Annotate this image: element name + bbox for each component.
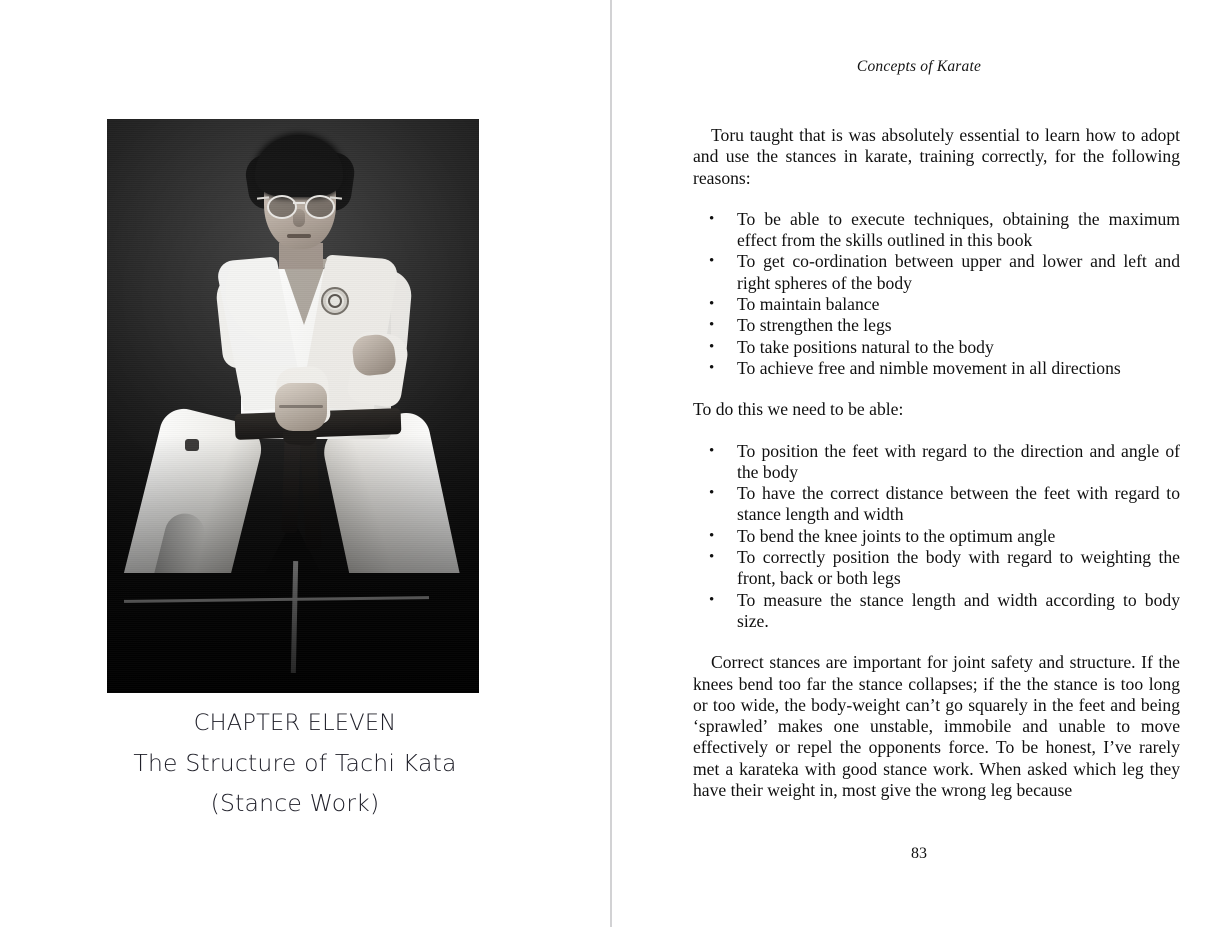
figure-caption <box>40 703 550 823</box>
list-item: • To maintain balance <box>693 294 1180 315</box>
list-item: • To strengthen the legs <box>693 315 1180 336</box>
photo-content <box>107 119 479 693</box>
intro-paragraph: Toru taught that is was absolutely essential to learn how to adopt and use the stances in karate, training correctly, for the following reasons: <box>693 125 1180 188</box>
list-item: • To take positions natural to the body <box>693 337 1180 358</box>
left-page <box>0 0 610 927</box>
list-item: • To have the correct distance between the feet with regard to stance length and width <box>693 483 1180 526</box>
reasons-list <box>693 209 1180 379</box>
spacer <box>693 379 1180 399</box>
spacer <box>693 189 1180 209</box>
list-item: • To bend the knee joints to the optimum angle <box>693 526 1180 547</box>
spacer <box>693 421 1180 441</box>
karateka-stance-photo <box>107 119 479 693</box>
caption-chapter-subtitle: (Stance Work) <box>210 789 380 817</box>
caption-chapter-label: CHAPTER ELEVEN <box>193 710 397 736</box>
list-item: • To achieve free and nimble movement in all directions <box>693 358 1180 379</box>
right-page <box>612 0 1226 927</box>
list-item: • To get co-ordination between upper and lower and left and right spheres of the body <box>693 251 1180 294</box>
spacer <box>693 632 1180 652</box>
caption-chapter-title: The Structure of Tachi Kata <box>133 749 457 777</box>
list-item: • To measure the stance length and width according to body size. <box>693 590 1180 633</box>
closing-paragraph: Correct stances are important for joint safety and structure. If the knees bend too far the stance collapses; if the the stance is too long or too wide, the body-weight can’t go squarely in the feet and being ‘sprawled’ makes one unstable, immobile and unable to move effectively or repel the opponents force. To be honest, I’ve rarely met a karateka with good stance work. When asked which leg they have their weight in, most give the wrong leg because <box>693 652 1180 801</box>
running-head: Concepts of Karate <box>856 58 982 75</box>
abilities-list <box>693 441 1180 633</box>
list-item: • To position the feet with regard to the direction and angle of the body <box>693 441 1180 484</box>
body-text-block <box>693 125 1180 801</box>
page-number: 83 <box>911 845 927 862</box>
list-item: • To correctly position the body with regard to weighting the front, back or both legs <box>693 547 1180 590</box>
list-item: • To be able to execute techniques, obtaining the maximum effect from the skills outlined in this book <box>693 209 1180 252</box>
photo-vignette <box>107 119 479 693</box>
lead-in-paragraph: To do this we need to be able: <box>693 399 904 420</box>
